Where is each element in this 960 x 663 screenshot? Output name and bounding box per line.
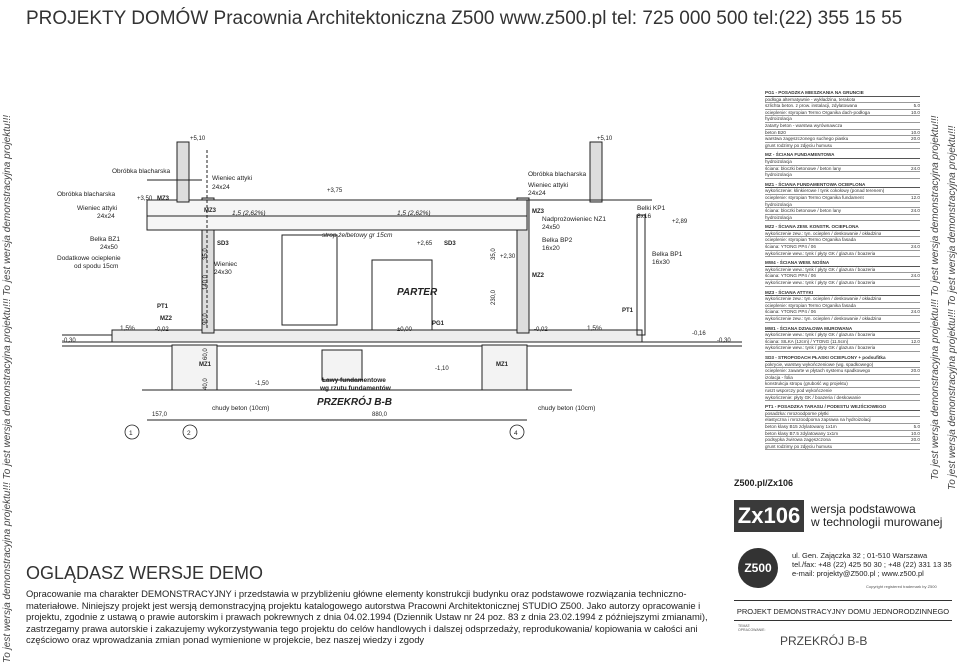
spec-row (765, 267, 920, 274)
spec-layer: wykończenie zew.: tyn. ocieplen / deskowanie / okładzina (765, 296, 882, 302)
level-2: +5,10 (597, 136, 613, 142)
spec-row (765, 431, 920, 438)
spec-row (765, 136, 920, 143)
tag-mz3-b: MZ3 (204, 208, 216, 214)
spec-layer: ocieplenie: styropian Termo Organika fasada (765, 237, 856, 243)
spec-section-title: SD3 - STROPODACH PŁASKI OCIEPLONY + podsufitka (765, 355, 920, 362)
level-10: -0,02 (534, 327, 548, 333)
axis-1: 1 (129, 430, 133, 437)
spec-thickness: 24.0 (911, 273, 920, 279)
contact-address: ul. Gen. Zajączka 32 ; 01-510 Warszawa (792, 551, 928, 560)
spec-section (765, 326, 920, 352)
spec-thickness: 24.0 (911, 165, 920, 171)
spec-row (765, 143, 920, 150)
watermark-right-1: To jest wersja demonstracyjna projektu!!! To jest wersja demonstracyjna projektu!!! (930, 115, 941, 480)
spec-layer: warstwa zagęszczonego suchego piasku (765, 136, 849, 142)
axis-4: 4 (514, 430, 518, 437)
spec-layer: hydroizolacja (765, 201, 792, 207)
meta-elaboration: OPRACOWANIE: (738, 628, 766, 632)
label-obrobka-3: Obróbka blacharska (528, 171, 587, 178)
spec-layer: wykończenie wew.: tynk / płyty GK / glazura / boazeria (765, 250, 876, 256)
spec-row (765, 273, 920, 280)
dim-1: 157,0 (152, 412, 168, 418)
spec-row (765, 280, 920, 287)
spec-section (765, 404, 920, 450)
label-lawy-1: Ławy fundamentowe (322, 377, 386, 384)
label-belka-3b: 8x16 (637, 213, 652, 220)
spec-row (765, 110, 920, 117)
copyright-note: Copyright registered trademark by Z500 (866, 584, 937, 589)
level-14: -1,10 (435, 366, 449, 372)
level-8: ±0,00 (397, 327, 412, 333)
spec-section-title: PG1 - POSADZKA MIESZKANIA NA GRUNCIE (765, 90, 920, 97)
tag-pt1-a: PT1 (157, 304, 169, 310)
spec-row (765, 395, 920, 402)
spec-layer: hydroizolacja (765, 214, 792, 220)
spec-row (765, 202, 920, 209)
label-chudy-2: chudy beton (10cm) (538, 405, 596, 412)
label-belka-4b: 16x30 (652, 259, 670, 266)
label-obrobka-1: Obróbka blacharska (112, 168, 171, 175)
spec-row (765, 231, 920, 238)
level-15: -1,50 (255, 381, 269, 387)
label-wieniec-2b: 24x24 (212, 184, 230, 191)
project-url[interactable]: Z500.pl/Zx106 (734, 478, 794, 488)
project-variant (811, 503, 942, 529)
dim-4: 90,0 (203, 313, 209, 325)
label-wieniec-1: Wieniec attyki (77, 205, 118, 212)
spec-thickness: 24.0 (911, 244, 920, 250)
axis-2: 2 (187, 430, 191, 437)
spec-thickness: 10.0 (911, 430, 920, 436)
label-wieniec-1b: 24x24 (97, 213, 115, 220)
spec-row (765, 375, 920, 382)
spec-thickness: 20.0 (911, 437, 920, 443)
label-belka-1: Belka BZ1 (90, 236, 120, 243)
spec-layer: podłoga alternatywnie - wykładzina, terakota (765, 96, 856, 102)
dim-5: 35,0 (203, 248, 209, 260)
demo-title: OGLĄDASZ WERSJE DEMO (26, 563, 264, 583)
level-3: +3,75 (327, 188, 343, 194)
spec-section (765, 260, 920, 286)
spec-layer: wykończenie wew.: tynk / płyty GK / glazura / boazeria (765, 266, 876, 272)
spec-layer: wykończenie wew.: tynk / płyty GK / glazura / boazeria (765, 332, 876, 338)
spec-thickness: 20.0 (911, 136, 920, 142)
tag-pg1: PG1 (432, 321, 445, 327)
spec-row (765, 215, 920, 222)
project-code-badge: Zx106 (734, 500, 804, 532)
level-4: +3,50 (137, 196, 153, 202)
spec-row (765, 195, 920, 202)
spec-row (765, 316, 920, 323)
meta-labels (738, 624, 765, 632)
label-lawy-2: wg rzutu fundamentów (320, 385, 391, 392)
dim-6: 230,0 (491, 289, 497, 305)
spec-layer: pokrycie, warstwy wykończeniowe (wg. spadkowego) (765, 361, 874, 367)
spec-layer: konstrukcja stropu (grubość wg projektu) (765, 381, 848, 387)
spec-thickness: 5.0 (913, 103, 920, 109)
spec-row (765, 417, 920, 424)
spec-row (765, 97, 920, 104)
material-specification (765, 90, 920, 453)
spec-row (765, 166, 920, 173)
spec-layer: szlichta beton. z prow. instalacji, zdylatowana (765, 103, 858, 109)
dim-3: 140,0 (203, 274, 209, 290)
spec-thickness: 10.0 (911, 129, 920, 135)
spec-layer: beton B20 (765, 129, 786, 135)
spec-layer: zatarty beton - warstwa wyrównawcza (765, 122, 843, 128)
contact-phone: tel./fax: +48 (22) 425 50 30 ; +48 (22) 331 13 35 (792, 560, 952, 569)
spec-row (765, 296, 920, 303)
spec-row (765, 381, 920, 388)
spec-layer: ściana: YTONG PP4 / 06 (765, 244, 816, 250)
label-nadproz: Nadprożowieniec NZ1 (542, 216, 606, 223)
spec-layer: wykończenie zew.: tyn. ocieplen / deskowanie / okładzina (765, 230, 882, 236)
tag-mz3-c: MZ3 (532, 209, 544, 215)
spec-section-title: MW1 - ŚCIANA DZIAŁOWA MUROWANA (765, 326, 920, 333)
spec-layer: hydroizolacja (765, 116, 792, 122)
spec-section-title: MW4 - ŚCIANA WEW. NOŚNA (765, 260, 920, 267)
spec-section (765, 182, 920, 222)
variant-line-1: wersja podstawowa (811, 502, 916, 516)
tag-mz2-b: MZ2 (532, 273, 544, 279)
spec-section-title: MZ - ŚCIANA FUNDAMENTOWA (765, 152, 920, 159)
level-13: -0,30 (717, 338, 731, 344)
contact-email[interactable]: e-mail: projekty@Z500.pl ; www.z500.pl (792, 569, 924, 578)
tag-mz3-a: MZ3 (157, 196, 169, 202)
spec-layer: podsypka żwirowa zagęszczona (765, 437, 831, 443)
spec-row (765, 388, 920, 395)
spec-row (765, 208, 920, 215)
level-12: -0,30 (62, 338, 76, 344)
spec-section (765, 290, 920, 323)
spec-row (765, 309, 920, 316)
label-pct-1: 1,5% (120, 325, 135, 332)
spec-thickness: 12.0 (911, 338, 920, 344)
label-belka-3: Belki KP1 (637, 205, 666, 212)
section-drawing (52, 120, 742, 450)
spec-layer: hydroizolacja (765, 158, 792, 164)
spec-row (765, 368, 920, 375)
spec-section-title: MZ2 - ŚCIANA ZEW. KONSTR. OCIEPLONA (765, 224, 920, 231)
level-9: -0,02 (155, 327, 169, 333)
spec-row (765, 339, 920, 346)
spec-layer: ściana: YTONG PP4 / 06 (765, 273, 816, 279)
page-header: PROJEKTY DOMÓW Pracownia Architektoniczna Z500 www.z500.pl tel: 725 000 500 tel:(22) 355 15 55 (26, 8, 903, 29)
dim-8: 60,0 (203, 348, 209, 360)
spec-layer: hydroizolacja (765, 172, 792, 178)
label-pct-2: 1,5% (587, 325, 602, 332)
level-7: +2,30 (500, 254, 516, 260)
spec-row (765, 159, 920, 166)
spec-thickness: 24.0 (911, 309, 920, 315)
spec-thickness: 5.0 (913, 423, 920, 429)
spec-section-title: PT1 - POSADZKA TARASU / PODESTU WEJŚCIOWEGO (765, 404, 920, 411)
spec-thickness: 20.0 (911, 368, 920, 374)
label-wieniec-3b: 24x24 (528, 190, 546, 197)
spec-layer: ocieplenie: zawarte w płytach systemu spadkowego (765, 368, 871, 374)
tag-sd3-c: SD3 (444, 241, 456, 247)
label-belka-1b: 24x50 (100, 244, 118, 251)
spec-layer: wykończenie: klinkierowe / tynk cokołowy (ponad terenem) (765, 188, 885, 194)
spec-row (765, 237, 920, 244)
contact-info (792, 551, 952, 578)
spec-row (765, 103, 920, 110)
spec-layer: beton klasy B7.5 zdylatowany 1x1m (765, 430, 839, 436)
tag-mz1-a: MZ1 (199, 362, 211, 368)
spec-thickness: 12.0 (911, 194, 920, 200)
spec-section (765, 224, 920, 257)
spec-row (765, 332, 920, 339)
spec-layer: ocieplenie: styropian Termo Organika fasada (765, 302, 856, 308)
spec-layer: ściana: bloczki betonowe / beton lany (765, 165, 842, 171)
watermark-right-2: To jest wersja demonstracyjna projektu!!! To jest wersja demonstracyjna projektu!!! (947, 125, 958, 490)
dim-7: 35,0 (491, 248, 497, 260)
label-wieniec-2: Wieniec attyki (212, 175, 253, 182)
spec-section-title: MZ3 - ŚCIANA ATTYKI (765, 290, 920, 297)
tag-sd3-b: SD3 (217, 241, 229, 247)
spec-layer: ściana: YTONG PP4 / 06 (765, 309, 816, 315)
spec-row (765, 251, 920, 258)
level-5: +2,89 (672, 219, 688, 225)
spec-layer: ocieplenie: styropian Termo Organika fundament (765, 194, 864, 200)
meta-topic: TEMAT: (738, 624, 751, 628)
tag-pt1-b: PT1 (622, 308, 634, 314)
tag-mz1-b: MZ1 (496, 362, 508, 368)
level-11: -0,16 (692, 331, 706, 337)
dim-9: 40,0 (203, 378, 209, 390)
spec-row (765, 362, 920, 369)
spec-row (765, 424, 920, 431)
label-ocieplenie-1: Dodatkowe ocieplenie (57, 255, 121, 262)
label-spadek-1: 1,5 (2,62%) (232, 210, 266, 217)
spec-layer: ruszt wsporczy pod wykończenie (765, 387, 832, 393)
spec-thickness: 10.0 (911, 109, 920, 115)
variant-line-2: w technologii murowanej (811, 515, 943, 529)
spec-row (765, 303, 920, 310)
spec-row (765, 116, 920, 123)
room-label: PARTER (397, 287, 438, 298)
spec-layer: ocieplenie: styropian Termo Organika dach-podłoga (765, 109, 870, 115)
sheet-name: PRZEKRÓJ B-B (780, 634, 868, 648)
spec-layer: ściana: SILKA (12cm) / YTONG (11.5cm) (765, 338, 849, 344)
level-1: +5,10 (190, 136, 206, 142)
label-wieniec-3: Wieniec attyki (528, 182, 569, 189)
spec-layer: wykończenie wew.: tynk / płyty GK / glazura / boazeria (765, 345, 876, 351)
watermark-left: To jest wersja demonstracyjna projektu!!! To jest wersja demonstracyjna projektu!!! To jest wersja demonstracyjna projektu!!! (2, 114, 13, 663)
label-wieniec-4b: 24x30 (214, 269, 232, 276)
spec-row (765, 172, 920, 179)
label-belka-2: Belka BP2 (542, 237, 573, 244)
spec-row (765, 444, 920, 451)
level-6: +2,65 (417, 241, 433, 247)
project-type: PROJEKT DEMONSTRACYJNY DOMU JEDNORODZINNEGO (734, 600, 952, 621)
spec-layer: grunt rodzimy po zdjęciu humusu (765, 443, 833, 449)
spec-layer: ściana: bloczki betonowe / beton lany (765, 208, 842, 214)
spec-layer: beton klasy B15 zdylatowany 1x1m (765, 423, 837, 429)
label-belka-2b: 16x20 (542, 245, 560, 252)
spec-section (765, 152, 920, 178)
spec-section (765, 90, 920, 149)
demo-description: Opracowanie ma charakter DEMONSTRACYJNY i przedstawia w przybliżeniu główne elementy konstrukcji budynku oraz podstawowe rozwiązania techniczno-materiałowe. Niniejszy projekt jest wersją demonstracyjną projektu katalogowego autorstwa Pracowni Architektonicznej STUDIO Z500. Jako autorzy opracowanie i projektu, zgodnie z ustawą o prawie autorskim i prawach pokrewnych z dnia 04.02.1994 (Dziennik Ustaw nr 24 poz. 83 z dnia 23.02.1994 z późniejszymi zmianami), zastrzegamy prawa autorskie i zakazujemy wykorzystywania tego projektu do celów handlowych i dalszej odsprzedaży, reprodukowania/ kopiowania w całości ani częściowo oraz wprowadzania zmian ponad wymienione w projekcie, bez naszej wiedzy i zgody (26, 588, 708, 646)
spec-layer: wykończenie zew.: tyn. ocieplen / deskowanie / okładzina (765, 316, 882, 321)
spec-layer: wykończenie wew.: tynk / płyty GK / glazura / boazeria (765, 280, 876, 286)
spec-row (765, 123, 920, 130)
spec-row (765, 437, 920, 444)
label-nadproz-b: 24x50 (542, 224, 560, 231)
section-title: PRZEKRÓJ B-B (317, 397, 393, 408)
spec-layer: posadzka: mrozoodporne płytki (765, 410, 829, 416)
z500-logo: Z500 (738, 548, 778, 588)
label-wieniec-4: Wieniec (214, 261, 238, 268)
label-belka-4: Belka BP1 (652, 251, 683, 258)
label-obrobka-2: Obróbka blacharska (57, 191, 116, 198)
spec-row (765, 411, 920, 418)
spec-thickness: 24.0 (911, 208, 920, 214)
spec-layer: wykończenie: płyty GK / boazeria / deskowanie (765, 394, 861, 400)
spec-layer: elastyczna i mrozoodporna zaprawa na hydroizolacji (765, 417, 872, 423)
spec-row (765, 244, 920, 251)
label-strop: strop żelbetowy gr 15cm (322, 232, 393, 239)
dim-2: 880,0 (372, 412, 388, 418)
spec-section (765, 355, 920, 401)
label-spadek-2: 1,5 (2,62%) (397, 210, 431, 217)
spec-layer: izolacja - folia (765, 374, 793, 380)
spec-section-title: MZ1 - ŚCIANA FUNDAMENTOWA OCIEPLONA (765, 182, 920, 189)
spec-row (765, 130, 920, 137)
label-chudy-1: chudy beton (10cm) (212, 405, 270, 412)
label-ocieplenie-2: od spodu 15cm (74, 263, 119, 270)
spec-layer: grunt rodzimy po zdjęciu humusu (765, 142, 833, 148)
tag-mz2-a: MZ2 (160, 316, 172, 322)
spec-row (765, 345, 920, 352)
spec-row (765, 188, 920, 195)
